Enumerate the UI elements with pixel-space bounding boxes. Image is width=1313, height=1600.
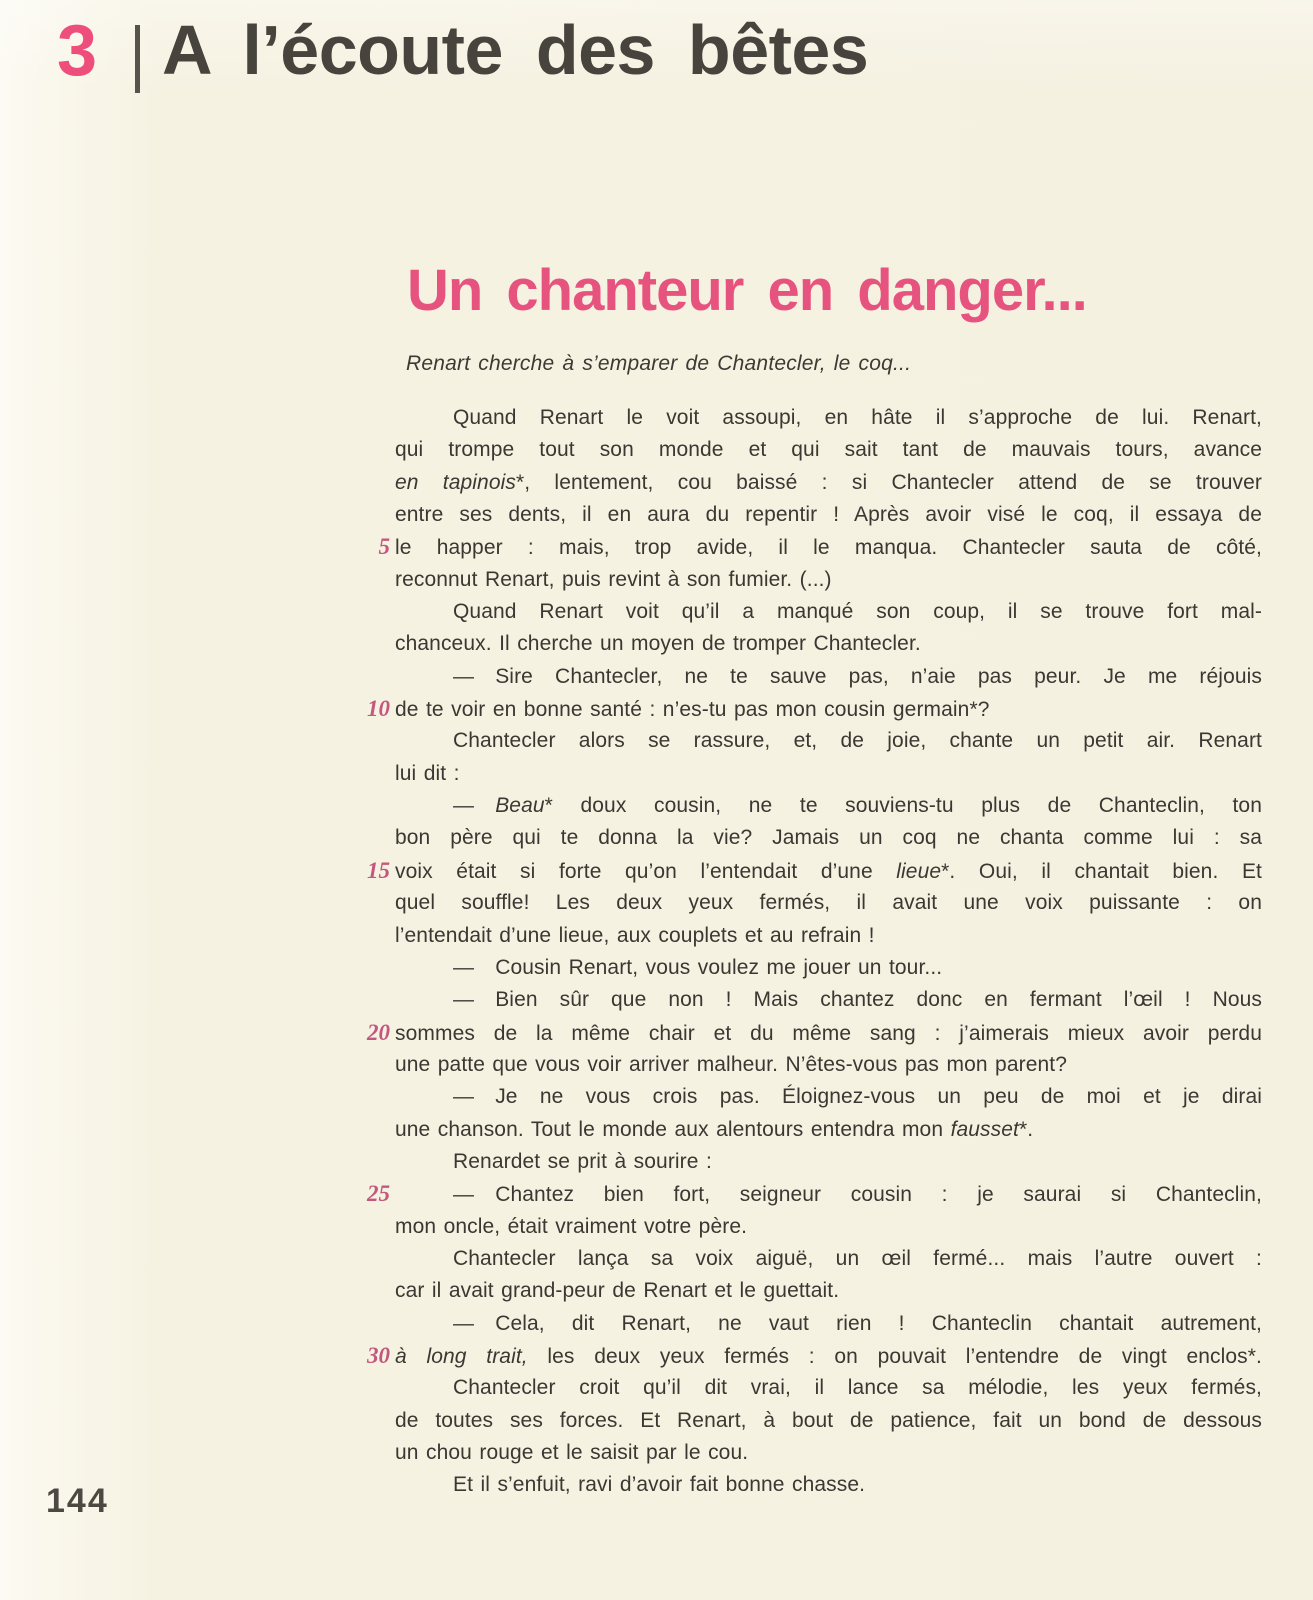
text-line: chanceux. Il cherche un moyen de tromper Chantecler.	[395, 632, 921, 656]
text-line-row	[352, 855, 1262, 887]
text-line-row	[352, 564, 1262, 596]
text-line: à long trait, les deux yeux fermés : on pouvait l’entendre de vingt enclos*.	[395, 1344, 1262, 1368]
text-line-row	[352, 1405, 1262, 1437]
text-line-row	[352, 725, 1262, 757]
text-line: voix était si forte qu’on l’entendait d’une lieue*. Oui, il chantait bien. Et	[395, 859, 1262, 883]
text-line-row	[352, 1146, 1262, 1178]
text-line-row	[352, 1437, 1262, 1469]
line-number: 10	[367, 696, 390, 722]
text-line: Chantecler croit qu’il dit vrai, il lance sa mélodie, les yeux fermés,	[453, 1376, 1262, 1400]
text-line: — Je ne vous crois pas. Éloignez-vous un peu de moi et je dirai	[453, 1085, 1262, 1109]
lesson-intro: Renart cherche à s’emparer de Chantecler, le coq...	[406, 352, 912, 375]
text-line: — Cousin Renart, vous voulez me jouer un tour...	[453, 955, 943, 979]
text-line: quel souffle! Les deux yeux fermés, il avait une voix puissante : on	[395, 891, 1262, 915]
text-line: Quand Renart le voit assoupi, en hâte il s’approche de lui. Renart,	[453, 406, 1262, 429]
text-line: Quand Renart voit qu’il a manqué son coup, il se trouve fort mal-	[453, 600, 1262, 624]
text-line: — Beau* doux cousin, ne te souviens-tu plus de Chanteclin, ton	[453, 794, 1262, 818]
text-line: Chantecler lança sa voix aiguë, un œil fermé... mais l’autre ouvert :	[453, 1246, 1262, 1270]
text-line-row	[352, 693, 1262, 725]
text-line-row	[352, 628, 1262, 660]
text-line: en tapinois*, lentement, cou baissé : si Chantecler attend de se trouver	[395, 470, 1262, 494]
text-line: entre ses dents, il en aura du repentir ! Après avoir visé le coq, il essaya de	[395, 503, 1262, 527]
text-line: qui trompe tout son monde et qui sait tant de mauvais tours, avance	[395, 438, 1262, 462]
text-line: une chanson. Tout le monde aux alentours entendra mon fausset*.	[395, 1117, 1034, 1141]
text-line: Chantecler alors se rassure, et, de joie, chante un petit air. Renart	[453, 729, 1262, 753]
text-line: mon oncle, était vraiment votre père.	[395, 1214, 748, 1238]
text-line: reconnut Renart, puis revint à son fumier. (...)	[395, 567, 832, 591]
text-line: de te voir en bonne santé : n’es-tu pas mon cousin germain*?	[395, 698, 990, 722]
chapter-title: A l’écoute des bêtes	[162, 11, 869, 89]
text-line-row	[352, 790, 1262, 822]
text-line-row	[352, 596, 1262, 628]
line-number: 20	[367, 1019, 390, 1045]
text-line: une patte que vous voir arriver malheur. N’êtes-vous pas mon parent?	[395, 1052, 1067, 1076]
line-number: 5	[378, 534, 390, 560]
text-line: — Cela, dit Renart, ne vaut rien ! Chanteclin chantait autrement,	[453, 1311, 1262, 1335]
text-line: bon père qui te donna la vie? Jamais un coq ne chanta comme lui : sa	[395, 826, 1262, 850]
text-line-row	[352, 1243, 1262, 1275]
text-line-row	[352, 1469, 1262, 1501]
text-line-row	[352, 499, 1262, 531]
text-line-row	[352, 1114, 1262, 1146]
text-line-row	[352, 1275, 1262, 1307]
text-line-row	[352, 1017, 1262, 1049]
text-line-row	[352, 531, 1262, 563]
text-line-row	[352, 952, 1262, 984]
text-line-row	[352, 661, 1262, 693]
text-line-row	[352, 1308, 1262, 1340]
text-line-row	[352, 887, 1262, 919]
text-line: un chou rouge et le saisit par le cou.	[395, 1441, 749, 1464]
text-line-row	[352, 1081, 1262, 1113]
chapter-divider	[135, 25, 140, 93]
text-line-row	[352, 402, 1262, 434]
line-number: 30	[367, 1342, 390, 1368]
text-line: — Sire Chantecler, ne te sauve pas, n’aie pas peur. Je me réjouis	[453, 664, 1262, 688]
text-line: Renardet se prit à sourire :	[453, 1149, 712, 1173]
text-line: lui dit :	[395, 761, 460, 785]
text-line-row	[352, 1178, 1262, 1210]
text-line-row	[352, 467, 1262, 499]
text-line: de toutes ses forces. Et Renart, à bout de patience, fait un bond de dessous	[395, 1408, 1262, 1432]
text-line-row	[352, 758, 1262, 790]
text-line-row	[352, 1049, 1262, 1081]
reading-text	[352, 402, 1262, 1502]
text-line: l’entendait d’une lieue, aux couplets et au refrain !	[395, 923, 875, 947]
text-line: — Chantez bien fort, seigneur cousin : je saurai si Chanteclin,	[453, 1183, 1262, 1207]
text-line: le happer : mais, trop avide, il le manqua. Chantecler sauta de côté,	[395, 536, 1262, 560]
text-line: car il avait grand-peur de Renart et le guettait.	[395, 1279, 840, 1303]
line-number: 15	[367, 857, 390, 883]
text-line: sommes de la même chair et du même sang : j’aimerais mieux avoir perdu	[395, 1021, 1262, 1045]
text-line-row	[352, 1372, 1262, 1404]
text-line-row	[352, 984, 1262, 1016]
text-line-row	[352, 434, 1262, 466]
text-line-row	[352, 920, 1262, 952]
text-line-row	[352, 1211, 1262, 1243]
chapter-number: 3	[57, 11, 98, 91]
page-number: 144	[46, 1482, 109, 1520]
line-number: 25	[367, 1181, 390, 1207]
text-line-row	[352, 1340, 1262, 1372]
text-line: Et il s’enfuit, ravi d’avoir fait bonne chasse.	[453, 1473, 866, 1497]
text-line-row	[352, 822, 1262, 854]
lesson-title: Un chanteur en danger...	[407, 258, 1087, 323]
text-line: — Bien sûr que non ! Mais chantez donc en fermant l’œil ! Nous	[453, 988, 1262, 1012]
